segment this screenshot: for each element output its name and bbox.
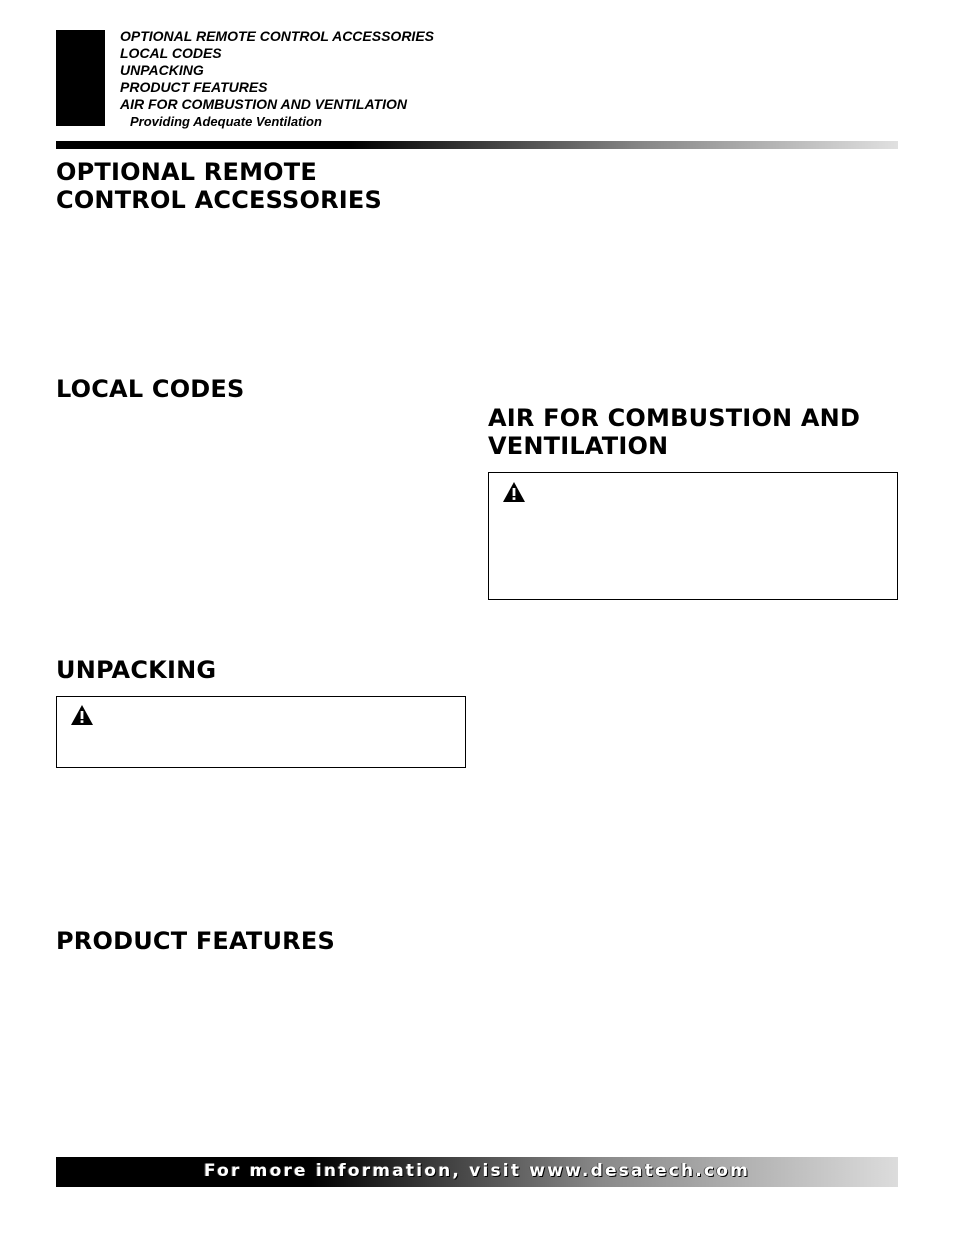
heading-local-codes: LOCAL CODES: [56, 375, 245, 403]
heading-air-line2: VENTILATION: [488, 432, 669, 460]
footer-website-text[interactable]: For more information, visit www.desatech.com: [203, 1161, 751, 1181]
warning-box-unpacking: [56, 696, 466, 768]
toc-item-air[interactable]: AIR FOR COMBUSTION AND VENTILATION: [120, 96, 407, 112]
header-gradient-rule: [56, 141, 898, 149]
toc-item-remote[interactable]: OPTIONAL REMOTE CONTROL ACCESSORIES: [120, 28, 434, 44]
heading-product-features: PRODUCT FEATURES: [56, 927, 335, 955]
toc-item-local-codes[interactable]: LOCAL CODES: [120, 45, 222, 61]
heading-remote-line1: OPTIONAL REMOTE: [56, 158, 317, 186]
footer-bar: [56, 1157, 898, 1187]
warning-triangle-icon: [70, 704, 94, 726]
toc-item-unpacking[interactable]: UNPACKING: [120, 62, 204, 78]
table-of-contents: [120, 28, 434, 130]
heading-unpacking: UNPACKING: [56, 656, 217, 684]
warning-box-air: [488, 472, 898, 600]
warning-triangle-icon: [502, 481, 526, 503]
section-tab-marker: [56, 30, 105, 126]
heading-remote-control: [56, 158, 382, 214]
toc-item-product-features[interactable]: PRODUCT FEATURES: [120, 79, 268, 95]
toc-subitem-ventilation[interactable]: Providing Adequate Ventilation: [130, 114, 322, 129]
heading-air-combustion: [488, 404, 860, 460]
heading-remote-line2: CONTROL ACCESSORIES: [56, 186, 382, 214]
heading-air-line1: AIR FOR COMBUSTION AND: [488, 404, 861, 432]
